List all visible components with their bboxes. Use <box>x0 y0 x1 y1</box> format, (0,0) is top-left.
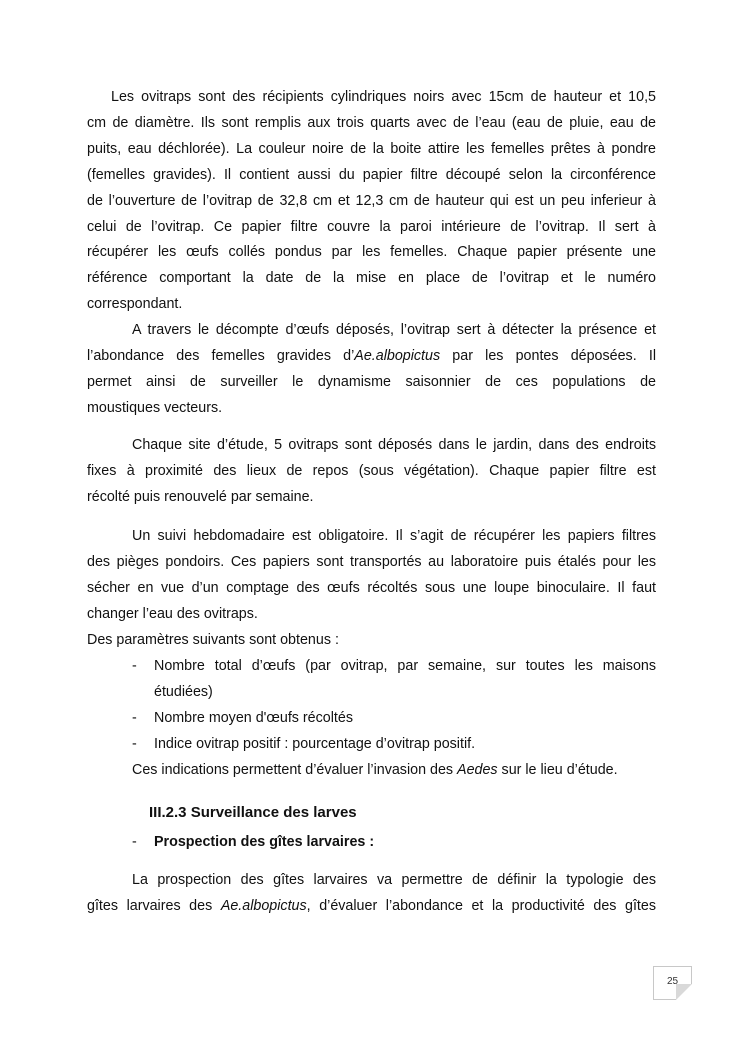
page-number: 25 <box>666 976 679 987</box>
text-run: sur le lieu d’étude. <box>497 762 618 778</box>
bullet-dash: - <box>132 834 137 850</box>
text-line: Nombre moyen d'œufs récoltés <box>154 709 353 726</box>
text-line: Nombre total d’œufs (par ovitrap, par semaine, sur toutes les maisons <box>154 658 656 674</box>
text-line <box>87 894 656 920</box>
text-run: , d’évaluer l’abondance et la productivité des gîtes <box>306 897 656 914</box>
text-line: étudiées) <box>154 683 213 700</box>
parameters-list <box>87 654 656 758</box>
text-line: récolté puis renouvelé par semaine. <box>87 488 314 505</box>
text-line <box>87 344 656 370</box>
text-line: puits, eau déchlorée). La couleur noire de la boite attire les femelles prêtes à pondre <box>87 140 656 157</box>
text-line: A travers le décompte d’œufs déposés, l’ovitrap sert à détecter la présence et <box>132 322 656 338</box>
list-item <box>87 706 656 732</box>
section-heading: III.2.3 Surveillance des larves <box>149 804 357 821</box>
parameters-intro: Des paramètres suivants sont obtenus : <box>87 631 339 648</box>
page-number-box <box>653 966 692 1000</box>
text-line: sécher en vue d’un comptage des œufs récoltés sous une loupe binoculaire. Il faut <box>87 579 656 596</box>
paragraph-indications <box>132 758 656 784</box>
text-line: Indice ovitrap positif : pourcentage d’ovitrap positif. <box>154 735 476 752</box>
text-line: de l’ouverture de l’ovitrap de 32,8 cm et 12,3 cm de hauteur qui est un peu inferieur à <box>87 192 656 209</box>
bullet-dash: - <box>132 709 137 726</box>
folded-corner <box>676 984 692 1000</box>
text-line: moustiques vecteurs. <box>87 399 223 416</box>
paragraph-weekly-monitoring <box>87 524 656 654</box>
text-line: correspondant. <box>87 296 183 313</box>
species-name: Ae.albopictus <box>354 347 441 364</box>
bullet-dash: - <box>132 735 137 752</box>
text-line: (femelles gravides). Il contient aussi du papier filtre découpé selon la circonférence <box>87 166 656 183</box>
species-name: Ae.albopictus <box>220 897 307 914</box>
text-line: Un suivi hebdomadaire est obligatoire. Il s’agit de récupérer les papiers filtres <box>132 528 656 544</box>
text-line: permet ainsi de surveiller le dynamisme saisonnier de ces populations de <box>87 373 656 390</box>
text-run: Ces indications permettent d’évaluer l’invasion des <box>132 762 458 778</box>
text-run: gîtes larvaires des <box>87 897 221 914</box>
text-run: par les pontes déposées. Il <box>440 347 656 364</box>
text-line: référence comportant la date de la mise en place de l’ovitrap et le numéro <box>87 270 656 287</box>
paragraph-ovitrap-description <box>87 85 656 318</box>
text-line: des pièges pondoirs. Ces papiers sont transportés au laboratoire puis étalés pour les <box>87 553 656 570</box>
text-line: changer l’eau des ovitraps. <box>87 605 258 622</box>
text-line: celui de l’ovitrap. Ce papier filtre couvre la paroi intérieure de l’ovitrap. Il sert à <box>87 218 656 235</box>
text-line: La prospection des gîtes larvaires va permettre de définir la typologie des <box>132 872 656 888</box>
text-line <box>132 758 656 784</box>
paragraph-larval-prospection <box>87 868 656 920</box>
text-line: fixes à proximité des lieux de repos (sous végétation). Chaque papier filtre est <box>87 462 656 479</box>
paragraph-study-site <box>87 433 656 511</box>
text-line: Les ovitraps sont des récipients cylindriques noirs avec 15cm de hauteur et 10,5 <box>111 89 656 105</box>
text-run: l’abondance des femelles gravides d’ <box>87 347 355 364</box>
genus-name: Aedes <box>457 762 498 778</box>
text-line: Chaque site d’étude, 5 ovitraps sont déposés dans le jardin, dans des endroits <box>132 437 656 453</box>
list-item <box>87 732 656 758</box>
text-line: cm de diamètre. Ils sont remplis aux trois quarts avec de l’eau (eau de pluie, eau de <box>87 114 656 131</box>
subsection-title: Prospection des gîtes larvaires : <box>154 834 375 850</box>
text-line: récupérer les œufs collés pondus par les femelles. Chaque papier présente une <box>87 244 656 261</box>
list-item <box>87 654 656 706</box>
paragraph-ovitrap-purpose <box>87 318 656 422</box>
bullet-dash: - <box>132 658 137 674</box>
